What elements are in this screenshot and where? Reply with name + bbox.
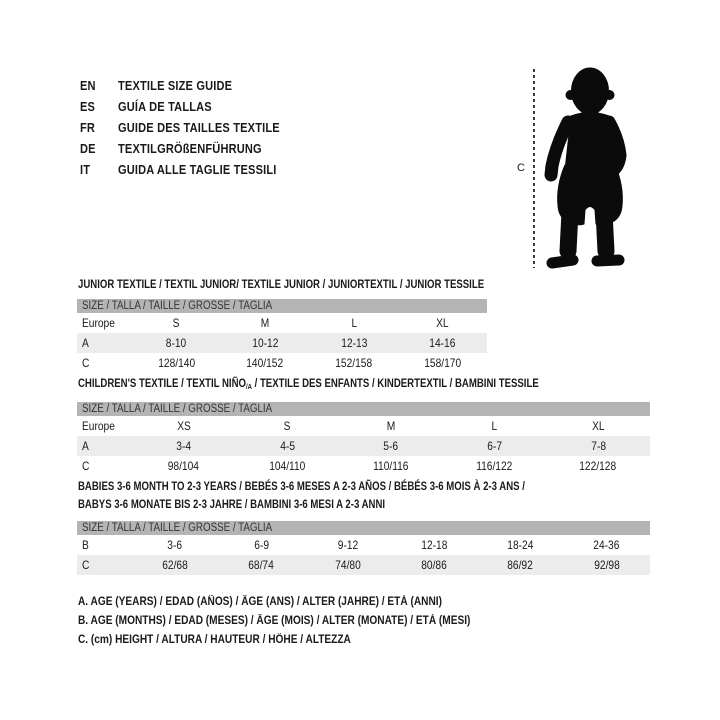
- table-cell: 6-9: [254, 538, 269, 552]
- table-row: [77, 555, 650, 575]
- language-code: DE: [80, 141, 96, 156]
- language-list: [80, 75, 308, 180]
- language-row: [80, 117, 308, 138]
- row-label: C: [82, 356, 90, 370]
- table-cell: 5-6: [383, 439, 399, 453]
- table-row: [77, 456, 650, 476]
- language-label: GUIDA ALLE TAGLIE TESSILI: [118, 162, 277, 177]
- table-cell: L: [351, 316, 357, 330]
- row-label: B: [82, 538, 89, 552]
- table-cell: 9-12: [337, 538, 359, 552]
- table-header-label: SIZE / TALLA / TAILLE / GRÖSSE / TAGLIA: [82, 300, 273, 312]
- table-row: [77, 313, 487, 333]
- table-cell: 12-13: [340, 336, 367, 350]
- table-header-bar: [77, 402, 650, 416]
- table-header-label: SIZE / TALLA / TAILLE / GRÖSSE / TAGLIA: [82, 403, 273, 415]
- language-label: TEXTILGRÖßENFÜHRUNG: [118, 141, 262, 156]
- section-title-junior: [78, 277, 586, 295]
- table-cell: 110/116: [373, 459, 409, 473]
- section-title-line: BABYS 3-6 MONATE BIS 2-3 JAHRE / BAMBINI 3-6 MESI A 2-3 ANNI: [78, 497, 386, 511]
- note-line: C. (cm) HEIGHT / ALTURA / HAUTEUR / HÖHE / ALTEZZA: [78, 633, 351, 646]
- row-label: C: [82, 558, 90, 572]
- row-label: A: [82, 439, 89, 453]
- height-dotted-line: [533, 69, 535, 268]
- section-title-babies: [78, 479, 637, 515]
- table-cell: M: [386, 419, 396, 433]
- section-title-children: [78, 376, 654, 394]
- table-cell: 86/92: [507, 558, 534, 572]
- row-label: C: [82, 459, 90, 473]
- language-code: EN: [80, 78, 96, 93]
- language-label: GUÍA DE TALLAS: [118, 99, 212, 114]
- table-header-bar: [77, 521, 650, 535]
- size-table-children: [77, 402, 650, 476]
- table-row: [77, 333, 487, 353]
- language-row: [80, 138, 308, 159]
- notes: [78, 592, 524, 649]
- table-header-bar: [77, 299, 487, 313]
- table-cell: 92/98: [594, 558, 620, 572]
- row-label: Europe: [82, 316, 115, 330]
- table-cell: 140/152: [246, 356, 284, 370]
- table-cell: 80/86: [421, 558, 447, 572]
- table-cell: 14-16: [429, 336, 456, 350]
- table-row: [77, 416, 650, 436]
- size-table-junior: [77, 299, 487, 373]
- table-cell: 116/122: [476, 459, 513, 473]
- table-cell: S: [172, 316, 180, 330]
- row-label: A: [82, 336, 89, 350]
- note-line: A. AGE (YEARS) / EDAD (AÑOS) / ÂGE (ANS) / ALTER (JAHRE) / ETÀ (ANNI): [78, 595, 442, 608]
- table-cell: XL: [436, 316, 449, 330]
- table-cell: 18-24: [507, 538, 534, 552]
- table-cell: 4-5: [280, 439, 295, 453]
- table-cell: 3-6: [167, 538, 183, 552]
- section-title-line: BABIES 3-6 MONTH TO 2-3 YEARS / BEBÉS 3-6 MESES A 2-3 AÑOS / BÉBÉS 3-6 MOIS À 2-3 ANS /: [78, 479, 525, 493]
- table-cell: 6-7: [487, 439, 502, 453]
- language-row: [80, 159, 308, 180]
- table-row: [77, 353, 487, 373]
- size-table-babies: [77, 521, 650, 575]
- table-cell: 12-18: [421, 538, 448, 552]
- section-title-line: CHILDREN'S TEXTILE / TEXTIL $NIÑO_{/A}$ / TEXTILE DES ENFANTS / KINDERTEXTIL / BAMBINI TESSILE: [78, 376, 539, 392]
- table-cell: 24-36: [593, 538, 620, 552]
- table-cell: 3-4: [176, 439, 192, 453]
- table-cell: L: [491, 419, 498, 433]
- language-code: FR: [80, 120, 96, 135]
- table-cell: 104/110: [269, 459, 306, 473]
- language-label: TEXTILE SIZE GUIDE: [118, 78, 233, 93]
- table-cell: M: [260, 316, 270, 330]
- language-row: [80, 96, 308, 117]
- table-cell: 122/128: [579, 459, 617, 473]
- table-cell: 98/104: [168, 459, 200, 473]
- table-cell: 152/158: [335, 356, 373, 370]
- table-cell: 7-8: [590, 439, 606, 453]
- table-row: [77, 535, 650, 555]
- row-label: Europe: [82, 419, 115, 433]
- table-cell: 158/170: [424, 356, 462, 370]
- height-measure-label: C: [517, 162, 525, 174]
- language-row: [80, 75, 308, 96]
- table-cell: 128/140: [157, 356, 195, 370]
- toddler-silhouette-icon: [540, 62, 636, 272]
- note-line: B. AGE (MONTHS) / EDAD (MESES) / ÂGE (MOIS) / ALTER (MONATE) / ETÀ (MESI): [78, 614, 471, 627]
- table-cell: 62/68: [162, 558, 188, 572]
- section-title-line: JUNIOR TEXTILE / TEXTIL JUNIOR/ TEXTILE JUNIOR / JUNIORTEXTIL / JUNIOR TESSILE: [78, 277, 485, 291]
- table-cell: 10-12: [252, 336, 279, 350]
- table-cell: 74/80: [335, 558, 361, 572]
- table-cell: XS: [176, 419, 191, 433]
- table-cell: S: [283, 419, 291, 433]
- table-cell: 8-10: [166, 336, 187, 350]
- table-cell: XL: [591, 419, 605, 433]
- language-code: ES: [80, 99, 96, 114]
- language-code: IT: [80, 162, 91, 177]
- table-row: [77, 436, 650, 456]
- language-label: GUIDE DES TAILLES TEXTILE: [118, 120, 280, 135]
- table-cell: 68/74: [248, 558, 275, 572]
- table-header-label: SIZE / TALLA / TAILLE / GRÖSSE / TAGLIA: [82, 522, 273, 534]
